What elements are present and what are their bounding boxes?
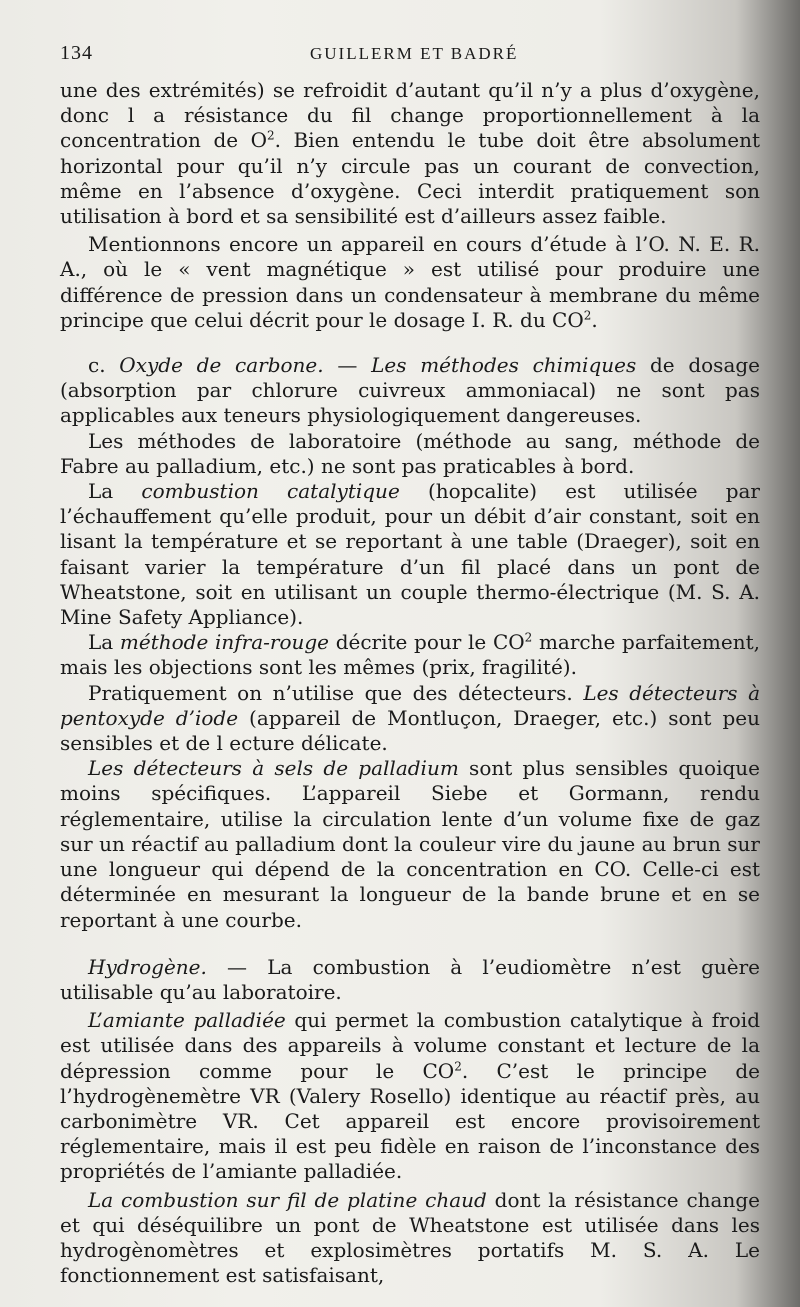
paragraph	[60, 78, 760, 229]
italic-text: Les détecteurs à sels de palladium	[88, 756, 459, 781]
paragraph	[60, 429, 760, 479]
body-text	[60, 78, 760, 1288]
page-number: 134	[60, 42, 93, 64]
superscript: 2	[583, 308, 592, 323]
text-run: La	[88, 630, 120, 655]
paragraph	[60, 1008, 760, 1184]
text-run: Pratiquement on n’utilise que des détecteurs.	[88, 680, 584, 705]
text-run: — La combustion à l’eudiomètre n’est guère utilisable qu’au laboratoire.	[60, 954, 760, 1004]
text-run: sont plus sensibles quoique moins spécifiques. L’appareil Siebe et Gormann, rendu réglementaire, utilise la circulation lente d’un volume fixe de gaz sur un réactif au palladium dont la couleur vire du jaune au brun sur une longueur qui dépend de la concentration en CO. Celle-ci est déterminée en mesurant la longueur de la bande brune et en se reportant à une courbe.	[60, 756, 760, 932]
italic-text: Les méthodes chimiques	[371, 353, 637, 378]
italic-text: combustion catalytique	[141, 479, 400, 504]
text-run: marche parfaitement, mais les objections sont les mêmes (prix, fragilité).	[60, 630, 760, 680]
running-head: GUILLERM ET BADRÉ	[310, 44, 519, 63]
paragraph	[60, 630, 760, 680]
superscript: 2	[454, 1058, 462, 1073]
text-run: (appareil de Montluçon, Draeger, etc.) sont peu sensibles et de l ecture délicate.	[60, 705, 760, 756]
italic-text: méthode infra-rouge	[119, 630, 330, 655]
paragraph	[60, 232, 760, 333]
italic-text: La combustion sur fil de platine chaud	[88, 1187, 487, 1212]
italic-text: Oxyde de carbone.	[119, 353, 324, 378]
text-run: . Bien entendu le tube doit être absolument horizontal pour qu’il n’y circule pas un courant de convection, même en l’absence d’oxygène. Ceci interdit pratiquement son utilisation à bord et sa sensibilité est d’ailleurs assez faible.	[60, 128, 761, 229]
text-run: . C’est le principe de l’hydrogènemètre VR (Valery Rosello) identique au réactif près, au carbonimètre VR. Cet appareil est encore provisoirement réglementaire, mais il est peu fidèle en raison de l’inconstance des propriétés de l’amiante palladiée.	[60, 1058, 760, 1184]
section-paragraph-hydrogene	[60, 955, 760, 1005]
superscript: 2	[267, 128, 275, 143]
text-run: c.	[88, 353, 120, 378]
italic-text: L’amiante palladiée	[88, 1008, 286, 1033]
italic-text: Les détecteurs à pentoxyde d’iode	[60, 680, 760, 730]
text-run: (hopcalite) est utilisée par l’échauffement qu’elle produit, pour un débit d’air constant, soit en lisant la température et se reportant à une table (Draeger), soit en faisant varier la température d’un fil placé dans un pont de Wheatstone, soit en utilisant un couple thermo-électrique (M. S. A. Mine Safety Appliance).	[60, 479, 760, 630]
text-run: .	[591, 307, 598, 332]
text-run: Les méthodes de laboratoire (méthode au sang, méthode de Fabre au palladium, etc.) ne sont pas praticables à bord.	[60, 428, 760, 478]
superscript: 2	[524, 630, 533, 645]
text-run: qui permet la combustion catalytique à froid est utilisée dans des appareils à volume constant et lecture de la dépression comme pour le CO	[60, 1008, 761, 1083]
paragraph	[60, 1188, 760, 1289]
text-run: dont la résistance change et qui déséquilibre un pont de Wheatstone est utilisée dans les hydrogènomètres et explosimètres portatifs M. S. A. Le fonctionnement est satisfaisant,	[60, 1187, 760, 1288]
text-run: de dosage (absorption par chlorure cuivreux ammoniacal) ne sont pas applicables aux teneurs physiologiquement dangereuses.	[60, 353, 761, 428]
italic-text: Hydrogène.	[88, 954, 207, 979]
section-paragraph-oxyde-de-carbone	[60, 353, 760, 429]
text-run: —	[323, 353, 372, 378]
text-run: une des extrémités) se refroidit d’autant qu’il n’y a plus d’oxygène, donc l a résistance du fil change proportionnellement à la concentration de O	[60, 78, 760, 153]
page-header	[60, 40, 760, 70]
paragraph	[60, 756, 760, 932]
text-run: La	[88, 479, 142, 504]
text-run: Mentionnons encore un appareil en cours d’étude à l’O. N. E. R. A., où le « vent magnétique » est utilisé pour produire une différence de pression dans un condensateur à membrane du même principe que celui décrit pour le dosage I. R. du CO	[60, 232, 760, 332]
text-run: décrite pour le CO	[329, 630, 525, 655]
paragraph	[60, 681, 760, 757]
paragraph	[60, 479, 760, 630]
